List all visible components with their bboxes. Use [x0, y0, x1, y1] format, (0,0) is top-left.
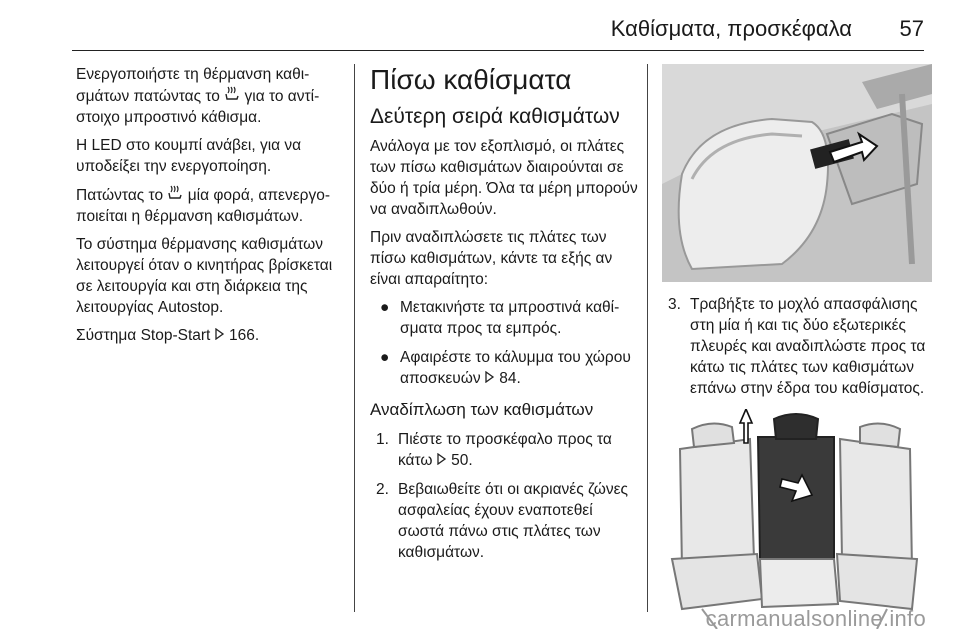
text: Μετακινήστε τα μπροστινά καθίσματα προς τα εμπρός.: [400, 299, 620, 337]
paragraph: [76, 184, 346, 227]
bullet-icon: ●: [380, 349, 390, 366]
paragraph: [76, 64, 346, 128]
column-1: [76, 64, 346, 353]
text: Ενεργοποιήστε τη θέρμανση καθισμάτων πατώντας το: [76, 66, 310, 105]
page-number: 57: [899, 16, 924, 41]
paragraph[interactable]: [76, 325, 346, 346]
watermark: carmanualsonline.info: [705, 606, 926, 631]
illustration-rear-seats-fold: [662, 409, 932, 629]
page-ref-link[interactable]: 166.: [228, 327, 260, 344]
section-title: Πίσω καθίσματα: [370, 64, 572, 95]
page-ref-link[interactable]: 50.: [451, 452, 473, 469]
page-ref-arrow-icon: [215, 325, 225, 346]
text: Πιέστε το προσκέφαλο προς τα κάτω: [398, 431, 612, 469]
column-divider-1: [354, 64, 355, 612]
column-2: [370, 64, 640, 571]
bullet-icon: ●: [380, 299, 390, 316]
page-ref-arrow-icon: [485, 368, 495, 389]
text: Τραβήξτε το μοχλό απασφάλισης στη μία ή και τις δύο εξωτερικές πλευρές και αναδιπλώστε προς τα κάτω τις πλάτες των καθισμάτων επάνω στην έδρα του καθίσματος.: [690, 296, 926, 397]
page-header: [0, 0, 960, 54]
subsection-title: Δεύτερη σειρά καθισμάτων: [370, 105, 620, 128]
text: Πατώντας το: [76, 187, 168, 204]
paragraph: Πριν αναδιπλώσετε τις πλάτες των πίσω καθισμάτων, κάντε τα εξής αν είναι απαραίτητο:: [370, 229, 613, 288]
column-divider-2: [647, 64, 648, 612]
paragraph: Το σύστημα θέρμανσης καθισμάτων λειτουργεί όταν ο κινητήρας βρίσκεται σε λειτουργία και στη διάρκεια της λειτουργίας Autostop.: [76, 236, 333, 316]
step-item: [370, 429, 640, 471]
step-item: [370, 479, 640, 563]
step-number: 1.: [376, 431, 389, 448]
step-number: 2.: [376, 481, 389, 498]
seat-heat-icon: [224, 85, 240, 107]
page-ref-link[interactable]: 84.: [499, 370, 521, 387]
step-number: 3.: [668, 296, 681, 313]
column-3: [662, 64, 932, 629]
header-rule: [72, 50, 924, 51]
paragraph: Ανάλογα με τον εξοπλισμό, οι πλάτες των πίσω καθισμάτων διαιρούνται σε δύο ή τρία μέρη. Όλα τα μέρη μπορούν να αναδιπλωθούν.: [370, 138, 638, 218]
list-item: [370, 297, 640, 339]
paragraph: Η LED στο κουμπί ανάβει, για να υποδείξει την ενεργοποίηση.: [76, 137, 302, 175]
text: Αφαιρέστε το κάλυμμα του χώρου αποσκευών: [400, 349, 631, 387]
page-ref-arrow-icon: [437, 450, 447, 471]
illustration-release-lever: [662, 64, 932, 282]
text: Σύστημα Stop-Start: [76, 327, 215, 344]
heading-fold-seats: Αναδίπλωση των καθισμάτων: [370, 400, 594, 419]
text: Βεβαιωθείτε ότι οι ακριανές ζώνες ασφαλείας έχουν εναποτεθεί σωστά πάνω στις πλάτες των καθισμάτων.: [398, 481, 629, 561]
text: μία φορά, απενεργοποιείται η θέρμανση καθισμάτων.: [76, 187, 330, 225]
step-item: [662, 294, 932, 399]
text: για το αντίστοιχο μπροστινό κάθισμα.: [76, 88, 320, 126]
seat-heat-icon: [167, 184, 183, 206]
list-item: [370, 347, 640, 389]
header-title: Καθίσματα, προσκέφαλα: [610, 16, 852, 41]
